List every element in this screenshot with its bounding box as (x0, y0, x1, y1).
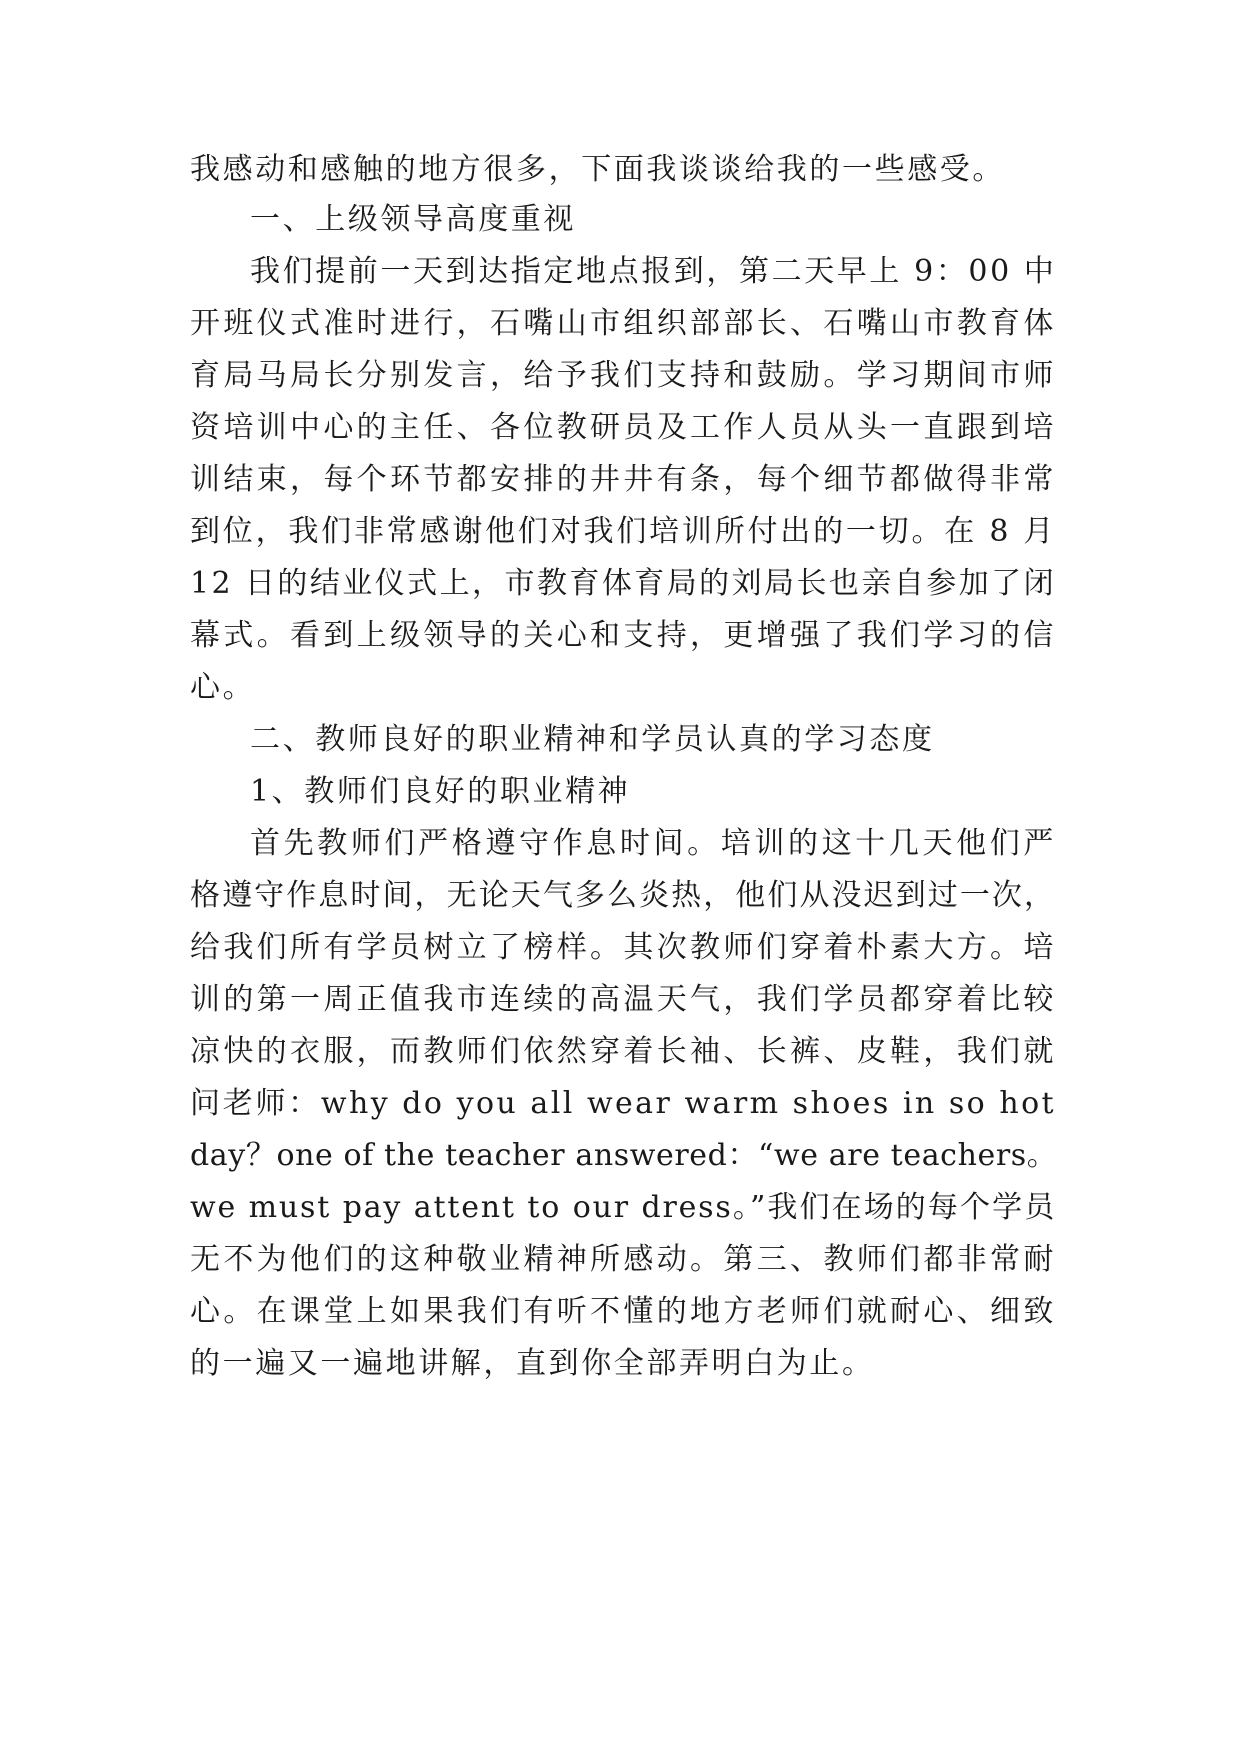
paragraph-line: 凉快的衣服，而教师们依然穿着长袖、长裤、皮鞋，我们就 (190, 1034, 1056, 1069)
section-heading: 一、上级领导高度重视 (250, 202, 576, 237)
paragraph-line: 问老师：why do you all wear warm shoes in so hot (190, 1086, 1056, 1121)
paragraph-line: we must pay attent to our dress。”我们在场的每个学员 (190, 1190, 1056, 1225)
paragraph-line: 心。在课堂上如果我们有听不懂的地方老师们就耐心、细致 (190, 1294, 1056, 1329)
paragraph-line: 我们提前一天到达指定地点报到，第二天早上 9：00 中 (250, 254, 1057, 289)
subsection-heading: 1、教师们良好的职业精神 (250, 774, 631, 809)
paragraph-line: 训的第一周正值我市连续的高温天气，我们学员都穿着比较 (190, 982, 1056, 1017)
paragraph-line: 首先教师们严格遵守作息时间。培训的这十几天他们严 (250, 826, 1056, 861)
paragraph-line: 无不为他们的这种敬业精神所感动。第三、教师们都非常耐 (190, 1242, 1056, 1277)
paragraph-line: 12 日的结业仪式上，市教育体育局的刘局长也亲自参加了闭 (190, 566, 1056, 601)
paragraph-line: day？one of the teacher answered：“we are teachers。 (190, 1138, 1058, 1173)
paragraph-line: 训结束，每个环节都安排的井井有条，每个细节都做得非常 (190, 462, 1056, 497)
paragraph-line: 给我们所有学员树立了榜样。其次教师们穿着朴素大方。培 (190, 930, 1056, 965)
section-heading: 二、教师良好的职业精神和学员认真的学习态度 (250, 722, 935, 757)
paragraph-line: 格遵守作息时间，无论天气多么炎热，他们从没迟到过一次， (190, 878, 1056, 913)
paragraph-line: 育局马局长分别发言，给予我们支持和鼓励。学习期间市师 (190, 358, 1056, 393)
paragraph-line: 我感动和感触的地方很多，下面我谈谈给我的一些感受。 (190, 152, 1005, 187)
paragraph-line: 幕式。看到上级领导的关心和支持，更增强了我们学习的信 (190, 618, 1056, 653)
paragraph-line: 到位，我们非常感谢他们对我们培训所付出的一切。在 8 月 (190, 514, 1056, 549)
paragraph-line: 开班仪式准时进行，石嘴山市组织部部长、石嘴山市教育体 (190, 306, 1056, 341)
paragraph-line: 资培训中心的主任、各位教研员及工作人员从头一直跟到培 (190, 410, 1056, 445)
paragraph-line: 的一遍又一遍地讲解，直到你全部弄明白为止。 (190, 1346, 875, 1381)
paragraph-line: 心。 (190, 670, 256, 705)
